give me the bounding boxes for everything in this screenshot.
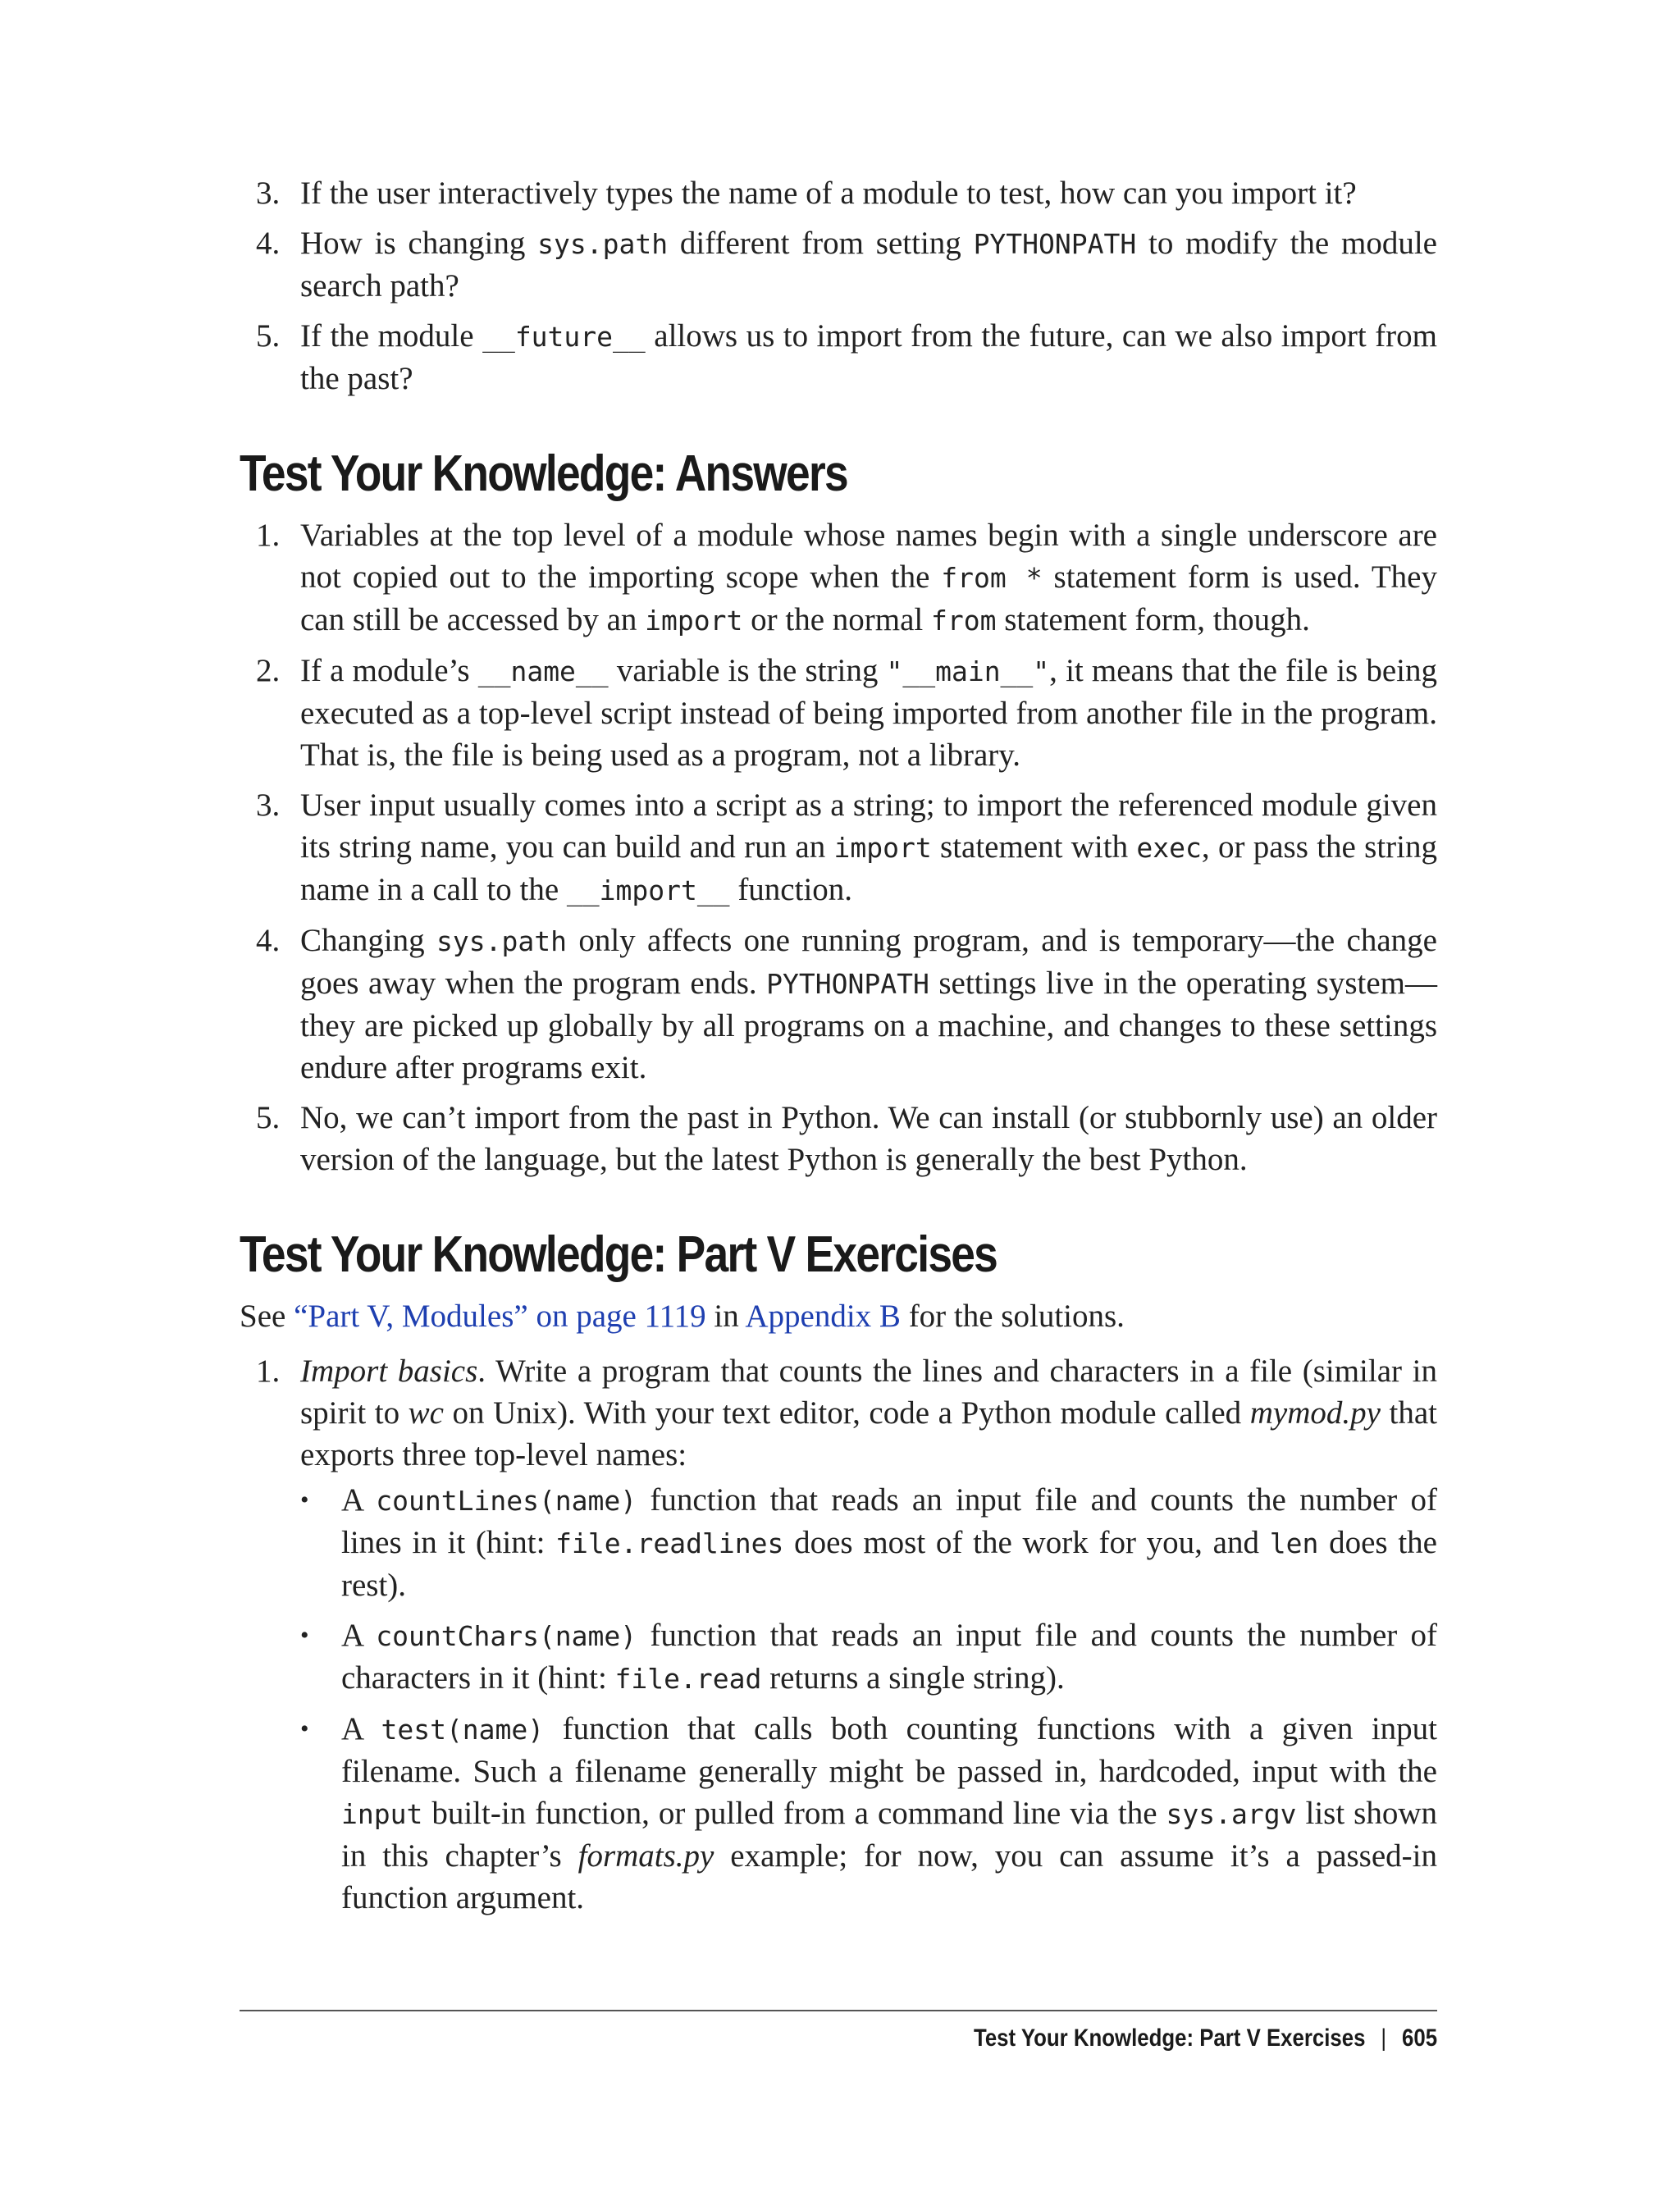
link-part-v-modules[interactable]: “Part V, Modules” on page 1119 xyxy=(294,1299,706,1334)
item-text: does the rest). xyxy=(341,1525,1437,1603)
item-number: 1. xyxy=(256,1354,281,1389)
item-text: , or pass the string name in a call to the xyxy=(300,829,1437,907)
inline-code: test(name) xyxy=(381,1714,545,1746)
item-number: 3. xyxy=(256,788,281,823)
list-item xyxy=(240,1350,1437,1919)
item-text: returns a single string). xyxy=(761,1660,1065,1696)
inline-code: __import__ xyxy=(566,874,730,906)
item-number: 2. xyxy=(256,653,281,688)
item-text: function that calls both counting functions with a given input filename. Such a filename generally might be passed in, hardcoded, input with the xyxy=(341,1711,1438,1789)
item-text: to modify the module search path? xyxy=(300,226,1437,304)
item-text: settings live in the operating system—they are picked up globally by all programs on a machine, and changes to these settings endure after programs exit. xyxy=(300,966,1437,1085)
list-item xyxy=(240,784,1437,911)
intro-text: for the solutions. xyxy=(900,1299,1125,1334)
item-text: function that reads an input file and counts the number of lines in it (hint: xyxy=(341,1482,1437,1560)
bullet-glyph: • xyxy=(300,1622,309,1649)
item-text: statement form is used. They can still be accessed by an xyxy=(300,559,1437,637)
item-number: 4. xyxy=(256,923,281,958)
item-text: built-in function, or pulled from a command line via the xyxy=(422,1796,1166,1831)
item-text: . Write a program that counts the lines and characters in a file (similar in spirit to xyxy=(300,1354,1437,1431)
item-text: A xyxy=(341,1618,377,1653)
item-text: variable is the string xyxy=(608,653,887,688)
item-text: function. xyxy=(729,872,853,907)
item-text: A xyxy=(341,1482,377,1518)
inline-code: from xyxy=(931,605,997,637)
link-appendix-b[interactable]: Appendix B xyxy=(745,1299,901,1334)
item-text: function that reads an input file and counts the number of characters in it (hint: xyxy=(341,1618,1437,1696)
inline-code: sys.path xyxy=(436,925,567,957)
answers-list xyxy=(240,514,1437,1180)
item-text: No, we can’t import from the past in Python. We can install (or stubbornly use) an older version of the language, but the latest Python is generally the best Python. xyxy=(300,1100,1437,1177)
footer-rule xyxy=(240,2010,1437,2011)
intro-text: in xyxy=(705,1299,746,1334)
list-item xyxy=(240,514,1437,641)
inline-code: countLines(name) xyxy=(376,1485,637,1517)
item-text: If the user interactively types the name of a module to test, how can you import it? xyxy=(300,176,1357,211)
item-text: example; for now, you can assume it’s a passed-in function argument. xyxy=(341,1838,1437,1915)
intro-text: See xyxy=(240,1299,294,1334)
bullet-glyph: • xyxy=(300,1486,309,1513)
list-item xyxy=(240,1097,1437,1180)
item-number: 5. xyxy=(256,318,281,354)
inline-code: file.readlines xyxy=(555,1527,784,1559)
inline-code: import xyxy=(833,832,932,864)
item-number: 5. xyxy=(256,1100,281,1135)
inline-code: input xyxy=(341,1798,423,1830)
item-text: on Unix). With your text editor, code a Python module called xyxy=(443,1395,1250,1431)
item-text: list shown in this chapter’s xyxy=(341,1796,1438,1874)
list-item xyxy=(240,222,1437,307)
page-number: 605 xyxy=(1401,2025,1437,2052)
inline-code: "__main__" xyxy=(886,655,1050,687)
bullet-glyph: • xyxy=(300,1715,309,1742)
item-text: statement with xyxy=(931,829,1137,865)
footer-section-title: Test Your Knowledge: Part V Exercises xyxy=(973,2025,1366,2052)
list-item xyxy=(240,315,1437,399)
inline-code: __name__ xyxy=(477,655,609,687)
item-text: If the module xyxy=(300,318,483,354)
item-text: User input usually comes into a script as a string; to import the referenced module given its string name, you can build and run an xyxy=(300,788,1437,865)
italic-term: mymod.py xyxy=(1249,1395,1381,1431)
item-number: 4. xyxy=(256,226,281,261)
item-text: , it means that the file is being executed as a top-level script instead of being imported from another file in the program. That is, the file is being used as a program, not a library. xyxy=(300,653,1437,773)
italic-term: formats.py xyxy=(578,1838,714,1874)
item-text: How is changing xyxy=(300,226,538,261)
bullet-list xyxy=(300,1479,1437,1919)
item-text: that exports three top-level names: xyxy=(300,1395,1437,1472)
item-text: only affects one running program, and is temporary—the change goes away when the program ends. xyxy=(300,923,1437,1001)
item-text: or the normal xyxy=(742,602,931,637)
item-text: allows us to import from the future, can we also import from the past? xyxy=(300,318,1437,396)
inline-code: PYTHONPATH xyxy=(766,968,929,1000)
footer-separator: | xyxy=(1381,2025,1387,2052)
item-text: Variables at the top level of a module whose names begin with a single underscore are not copied out to the importing scope when the xyxy=(300,518,1437,595)
item-text: does most of the work for you, and xyxy=(783,1525,1270,1560)
item-text: Changing xyxy=(300,923,437,958)
italic-term: wc xyxy=(408,1395,444,1431)
list-item xyxy=(240,650,1437,776)
inline-code: sys.path xyxy=(537,228,669,260)
inline-code: len xyxy=(1269,1527,1319,1559)
item-number: 1. xyxy=(256,518,281,553)
bullet-item xyxy=(300,1614,1437,1700)
page-footer xyxy=(974,2025,1437,2052)
inline-code: exec xyxy=(1136,832,1202,864)
exercises-heading: Test Your Knowledge: Part V Exercises xyxy=(240,1226,998,1283)
inline-code: file.read xyxy=(614,1663,762,1695)
inline-code: PYTHONPATH xyxy=(973,228,1137,260)
list-item xyxy=(240,920,1437,1089)
answers-heading: Test Your Knowledge: Answers xyxy=(240,445,847,502)
page-content xyxy=(240,172,1437,1927)
exercise-title: Import basics xyxy=(300,1354,478,1389)
item-text: statement form, though. xyxy=(996,602,1310,637)
exercises-list xyxy=(240,1350,1437,1919)
item-text: If a module’s xyxy=(300,653,478,688)
inline-code: sys.argv xyxy=(1166,1798,1297,1830)
inline-code: countChars(name) xyxy=(376,1620,637,1652)
inline-code: import xyxy=(645,605,743,637)
bullet-item xyxy=(300,1479,1437,1606)
item-text: A xyxy=(341,1711,381,1746)
list-item xyxy=(240,172,1437,214)
item-number: 3. xyxy=(256,176,281,211)
questions-list xyxy=(240,172,1437,399)
inline-code: from * xyxy=(941,562,1043,594)
inline-code: __future__ xyxy=(482,321,646,353)
item-text: different from setting xyxy=(668,226,974,261)
exercises-intro xyxy=(240,1295,1437,1337)
bullet-item xyxy=(300,1708,1437,1919)
